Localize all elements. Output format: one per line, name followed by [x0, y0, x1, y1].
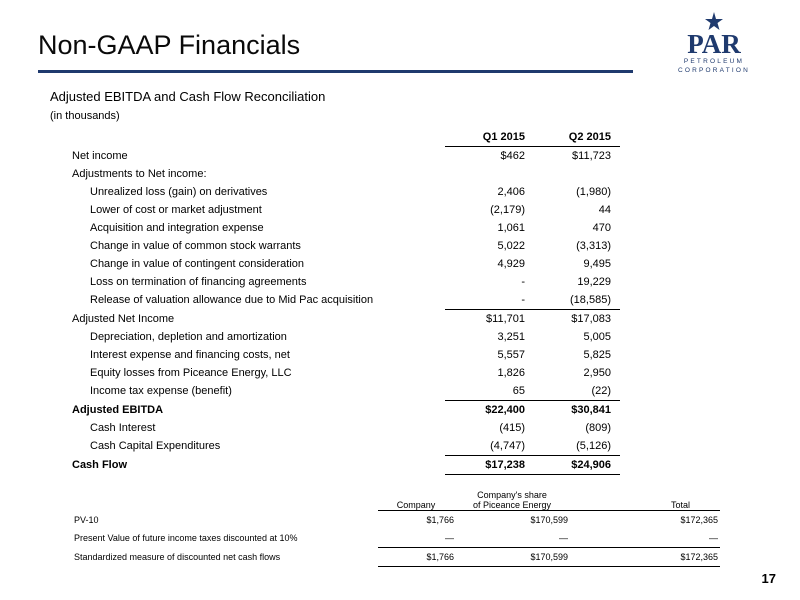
pv-share-value: $170,599 [530, 515, 568, 525]
recon-row-label: Acquisition and integration expense [90, 222, 264, 234]
recon-row-label: Unrealized loss (gain) on derivatives [90, 186, 268, 198]
recon-q1-value: 3,251 [497, 331, 525, 343]
pv-row-label: Standardized measure of discounted net cash flows [74, 552, 281, 562]
pv-header-share-line1: Company's share [477, 490, 547, 500]
recon-q1-value: 5,557 [497, 349, 525, 361]
recon-row-label: Lower of cost or market adjustment [90, 204, 262, 216]
pv-company-value: $1,766 [426, 515, 454, 525]
pv-header-share [456, 480, 580, 511]
pv-share-value: $170,599 [456, 548, 580, 567]
recon-q2-value: $11,723 [572, 150, 611, 162]
slide-title: Non-GAAP Financials [38, 30, 301, 60]
pv-row [70, 511, 720, 530]
recon-row-label: Adjusted EBITDA [72, 403, 164, 416]
recon-q2-value: (5,126) [534, 437, 620, 456]
pv-row-label: PV-10 [74, 514, 99, 525]
pv10-table [70, 480, 720, 567]
recon-q1-value: 5,022 [497, 240, 525, 252]
recon-row-label: Change in value of contingent consideration [90, 258, 305, 270]
recon-q2-value [534, 165, 620, 183]
pv-header-row [70, 480, 720, 511]
recon-q2-value: 470 [592, 222, 611, 234]
title-rule [38, 70, 633, 73]
recon-q1-value: 1,061 [497, 222, 525, 234]
recon-q2-value: $24,906 [534, 456, 620, 475]
recon-q2-value: $30,841 [534, 401, 620, 420]
recon-q2-value: 19,229 [577, 276, 611, 288]
recon-row-label: Cash Capital Expenditures [90, 440, 221, 453]
recon-q1-value [445, 165, 534, 183]
recon-q1-value: (4,747) [445, 437, 534, 456]
recon-q1-value: (415) [499, 422, 525, 434]
recon-row-label: Adjusted Net Income [72, 312, 175, 325]
header-q1: Q1 2015 [445, 128, 534, 147]
recon-row [62, 201, 620, 219]
recon-row-label: Cash Flow [72, 459, 128, 471]
recon-row-label: Interest expense and financing costs, net [90, 349, 290, 361]
page-number: 17 [761, 571, 776, 586]
recon-q2-value: (1,980) [576, 186, 611, 198]
recon-q1-value: $22,400 [445, 401, 534, 420]
recon-row-label: Release of valuation allowance due to Mid Pac acquisition [90, 294, 374, 307]
recon-q2-value: 5,005 [583, 331, 611, 343]
pv-row-label: Present Value of future income taxes discounted at 10% [74, 533, 298, 544]
recon-q1-value: 1,826 [497, 367, 525, 379]
logo-line1: PETROLEUM [683, 58, 745, 65]
pv-share-value: — [559, 533, 568, 543]
recon-row-label: Cash Interest [90, 422, 156, 434]
recon-q1-value: (2,179) [490, 204, 525, 216]
recon-row-label: Net income [72, 149, 128, 162]
recon-row [62, 219, 620, 237]
section-subtitle: Adjusted EBITDA and Cash Flow Reconciliation [50, 89, 326, 104]
pv-company-value: $1,766 [378, 548, 456, 567]
recon-q2-value: (3,313) [576, 240, 611, 252]
recon-q2-value: 9,495 [583, 258, 611, 270]
reconciliation-table [62, 128, 620, 475]
recon-row [62, 401, 620, 420]
recon-row-label: Depreciation, depletion and amortization [90, 331, 287, 343]
logo-wordmark: PAR [687, 29, 741, 59]
recon-row [62, 419, 620, 437]
recon-header-row [62, 128, 620, 147]
recon-q1-value: $17,238 [445, 456, 534, 475]
units-note: (in thousands) [50, 110, 120, 122]
pv-header-company: Company [378, 480, 456, 511]
recon-row [62, 183, 620, 201]
pv-header-share-line2: of Piceance Energy [472, 500, 552, 510]
recon-row [62, 364, 620, 382]
recon-row [62, 165, 620, 183]
recon-q2-value: (809) [585, 422, 611, 434]
recon-row [62, 310, 620, 329]
pv-total-value: $172,365 [580, 548, 720, 567]
recon-q2-value: (22) [534, 382, 620, 401]
recon-q1-value: 2,406 [497, 186, 525, 198]
recon-row [62, 328, 620, 346]
recon-row-label: Change in value of common stock warrants [90, 240, 301, 252]
recon-row [62, 147, 620, 166]
recon-row-label: Adjustments to Net income: [72, 168, 207, 180]
recon-q2-value: 2,950 [583, 367, 611, 379]
pv-header-total: Total [580, 480, 720, 511]
pv-company-value: — [445, 533, 454, 543]
recon-q1-value: $462 [500, 150, 525, 162]
recon-row-label: Equity losses from Piceance Energy, LLC [90, 367, 292, 379]
recon-row [62, 456, 620, 475]
company-logo [660, 8, 772, 78]
recon-row [62, 346, 620, 364]
pv-total-value: — [709, 533, 718, 543]
recon-q2-value: 5,825 [583, 349, 611, 361]
recon-q1-value: - [445, 291, 534, 310]
recon-row [62, 255, 620, 273]
recon-q1-value: 65 [445, 382, 534, 401]
recon-row-label: Loss on termination of financing agreements [90, 276, 307, 288]
recon-q2-value: 44 [598, 204, 611, 216]
pv-row [70, 548, 720, 567]
recon-row [62, 291, 620, 310]
recon-row [62, 437, 620, 456]
recon-row [62, 273, 620, 291]
recon-q2-value: (18,585) [534, 291, 620, 310]
recon-q1-value: $11,701 [486, 313, 525, 325]
logo-star-icon [705, 12, 723, 30]
recon-q1-value: 4,929 [497, 258, 525, 270]
pv-row [70, 529, 720, 548]
logo-line2: CORPORATION [677, 67, 751, 74]
recon-q2-value: $17,083 [571, 313, 611, 325]
recon-row [62, 237, 620, 255]
header-q2: Q2 2015 [534, 128, 620, 147]
recon-row [62, 382, 620, 401]
pv-total-value: $172,365 [680, 515, 718, 525]
recon-row-label: Income tax expense (benefit) [90, 385, 232, 398]
recon-q1-value: - [521, 276, 525, 288]
